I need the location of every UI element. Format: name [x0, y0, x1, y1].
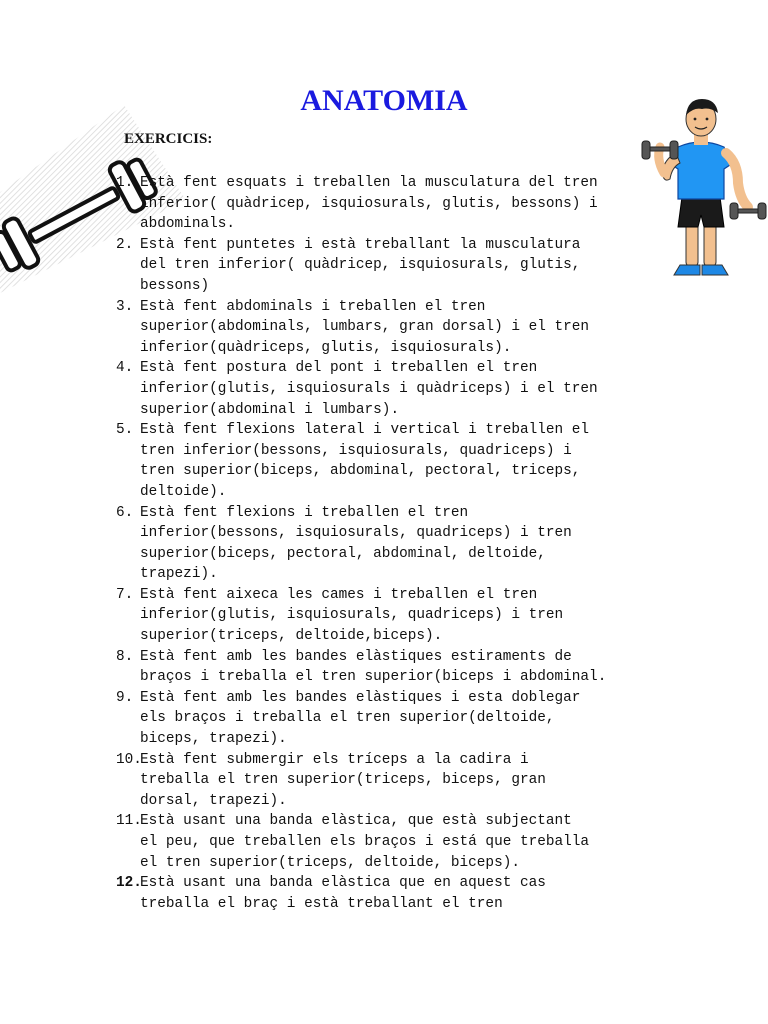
page-title: ANATOMIA [300, 84, 468, 117]
item-text: Està usant una banda elàstica que en aquest cas treballa el braç i està treballant el tren [140, 875, 546, 912]
item-number: 8. [116, 648, 134, 665]
item-number: 2. [116, 236, 134, 253]
list-item [116, 750, 716, 812]
item-text: Està fent amb les bandes elàstiques estiraments de braços i treballa el tren superior(biceps i abdominal. [140, 648, 607, 686]
item-text: Està usant una banda elàstica, que està subjectant el peu, que treballen els braços i está que treballa el tren superior(triceps, deltoide, biceps). [140, 813, 590, 871]
item-number: 5. [116, 422, 134, 439]
list-item [116, 297, 716, 359]
item-number: 7. [116, 586, 134, 603]
item-text: Està fent puntetes i està treballant la musculatura del tren inferior( quàdricep, isquiosurals, glutis, bessons) [140, 236, 581, 294]
list-item [116, 647, 716, 688]
item-text: Està fent submergir els tríceps a la cadira i treballa el tren superior(triceps, biceps, gran dorsal, trapezi). [140, 751, 546, 809]
item-text: Està fent postura del pont i treballen el tren inferior(glutis, isquiosurals i quàdriceps) i el tren superior(abdominal i lumbars). [140, 360, 598, 418]
list-item [116, 420, 716, 502]
section-heading: EXERCICIS: [124, 131, 213, 147]
item-text: Està fent esquats i treballen la musculatura del tren inferior( quàdricep, isquiosurals, glutis, bessons) i abdominals. [140, 175, 598, 233]
list-item [116, 811, 716, 873]
item-text: Està fent flexions lateral i vertical i treballen el tren inferior(bessons, isquiosurals, quadriceps) i tren superior(biceps, abdominal, pectoral, triceps, deltoide). [140, 422, 590, 500]
list-item [116, 503, 716, 585]
item-number: 4. [116, 360, 134, 377]
list-item [116, 688, 716, 750]
item-text: Està fent aixeca les cames i treballen el tren inferior(glutis, isquiosurals, quadriceps) i tren superior(triceps, deltoide,biceps). [140, 586, 564, 645]
list-item [116, 358, 716, 420]
item-number: 9. [116, 689, 134, 706]
athlete-illustration [634, 97, 768, 293]
item-number: 1. [116, 175, 134, 191]
item-text: Està fent amb les bandes elàstiques i esta doblegar els braços i treballa el tren superior(deltoide, biceps, trapezi). [140, 689, 581, 748]
item-text: Està fent flexions i treballen el tren inferior(bessons, isquiosurals, quadriceps) i tren superior(biceps, pectoral, abdominal, deltoide, trapezi). [140, 504, 572, 583]
item-text: Està fent abdominals i treballen el tren superior(abdominals, lumbars, gran dorsal) i el tren inferior(quàdriceps, glutis, isquiosurals). [140, 298, 590, 356]
list-item [116, 235, 716, 297]
list-item [116, 873, 716, 914]
item-number: 3. [116, 298, 134, 315]
item-number: 12. [116, 875, 142, 892]
list-item [116, 585, 716, 647]
exercise-list [116, 173, 716, 914]
list-item [116, 173, 716, 235]
item-number: 6. [116, 504, 134, 521]
item-number: 11. [116, 813, 142, 830]
item-number: 10. [116, 751, 142, 768]
